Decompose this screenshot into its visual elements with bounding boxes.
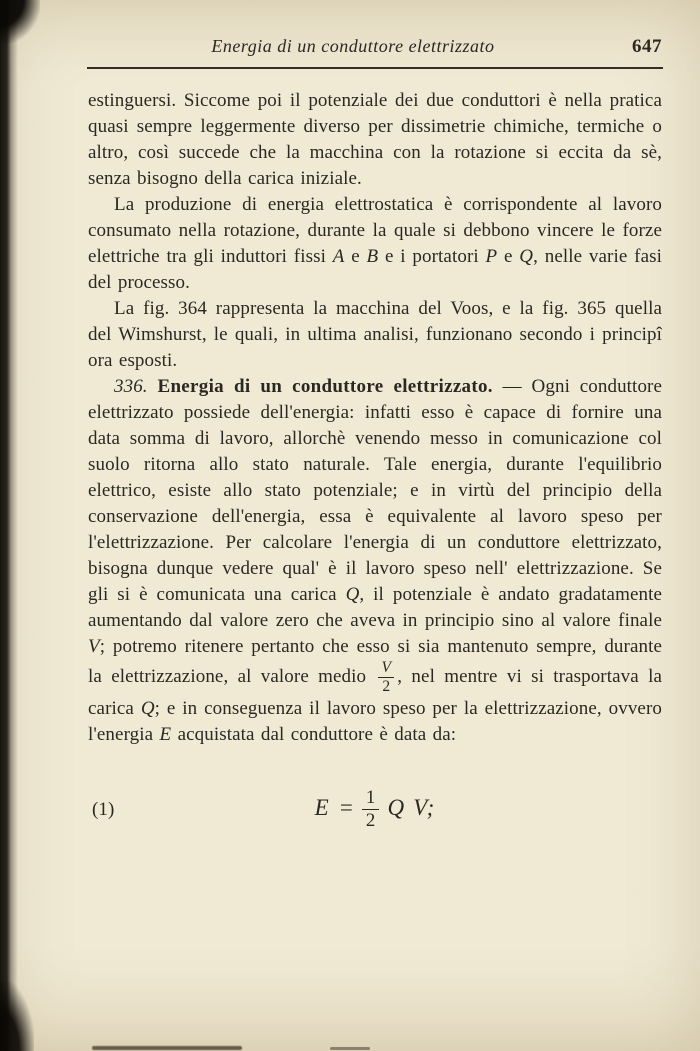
inline-fraction <box>378 660 394 696</box>
text-segment: e i portatori <box>378 246 486 267</box>
text-segment: , nelle varie fasi del processo. <box>88 246 662 293</box>
text-segment: ; e in conseguenza il lavoro speso per la elettrizzazione, ovvero l'energia <box>88 697 662 745</box>
text-segment: e <box>344 246 367 267</box>
binding-shadow <box>0 0 18 1051</box>
fraction-denominator: 2 <box>362 809 380 831</box>
fraction-numerator: V <box>381 659 392 676</box>
paragraph <box>88 192 662 296</box>
scan-artifact <box>92 1046 242 1050</box>
text-segment: — Ogni conduttore elettrizzato possiede dell'energia: infatti esso è capace di fornire una data somma di lavoro, allorchè venendo messo in comunicazione col suolo ritorna allo stato naturale. Tale energia, durante l'equilibrio elettrico, esiste allo stato potenziale; e in virtù del principio della conservazione dell'energia, essa è equivalente al lavoro speso per l'elettrizzazione. Per calcolare l'energia di un conduttore elettrizzato, bisogna dunque vedere qual' è il lavoro speso nell' elettrizzazione. Se gli si è comunicata una carica <box>88 376 663 605</box>
equation-number: (1) <box>92 798 115 820</box>
paragraph <box>88 296 662 374</box>
text-segment: Q <box>140 697 155 719</box>
text-segment: P <box>485 246 498 267</box>
text-segment: e <box>497 246 520 267</box>
text-segment: B <box>366 246 379 267</box>
binding-shadow-bottom <box>0 981 34 1051</box>
paragraph <box>88 374 662 748</box>
binding-shadow-top <box>0 0 40 44</box>
paragraph <box>88 88 662 192</box>
text-segment: Q <box>345 584 360 605</box>
text-segment: E <box>159 723 172 745</box>
text-segment: 336. <box>114 376 158 397</box>
fraction-denominator: 2 <box>378 677 394 695</box>
equals-sign: = <box>339 794 353 820</box>
text-segment: La fig. 364 rappresenta la macchina del Voos, e la fig. 365 quella del Wimshurst, le quali, in ultima analisi, funzionano secondo i principî ora esposti. <box>88 298 662 371</box>
text-segment: A <box>332 246 345 267</box>
equation-rhs: Q V; <box>387 794 436 820</box>
page-number: 647 <box>632 36 662 57</box>
text-segment: La produzione di energia elettrostatica è corrispondente al lavoro consumato nella rotazione, durante la quale si debbono vincere le forze elettriche tra gli induttori fissi <box>88 194 662 267</box>
text-segment: V <box>88 636 100 657</box>
text-segment: , il potenziale è andato gradatamente aumentando dal valore zero che aveva in principio sino al valore finale <box>88 584 663 631</box>
text-segment: acquistata dal conduttore è data da: <box>171 723 457 745</box>
text-segment: Q <box>519 246 534 267</box>
header-rule <box>87 67 663 69</box>
text-segment: ; potremo ritenere pertanto che esso si sia mantenuto sempre, durante la elettrizzazione, al valore medio <box>88 636 662 688</box>
fraction-numerator: 1 <box>365 787 376 809</box>
equation-row <box>88 782 662 838</box>
text-segment: estinguersi. Siccome poi il potenziale dei due conduttori è nella pratica quasi sempre leggermente diverso per dissimetrie chimiche, termiche o altro, così succede che la macchina con la rotazione si eccita da sè, senza bisogno della carica iniziale. <box>88 90 662 189</box>
equation-fraction <box>362 788 380 831</box>
text-segment: Energia di un conduttore elettrizzato. <box>157 376 493 397</box>
text-segment: , nel mentre vi si trasportava la carica <box>88 666 662 719</box>
text-block <box>88 88 662 838</box>
page-header <box>88 36 662 58</box>
scan-artifact <box>330 1047 370 1050</box>
running-title: Energia di un conduttore elettrizzato <box>211 36 495 56</box>
equation <box>315 788 436 831</box>
equation-lhs: E <box>314 794 329 820</box>
